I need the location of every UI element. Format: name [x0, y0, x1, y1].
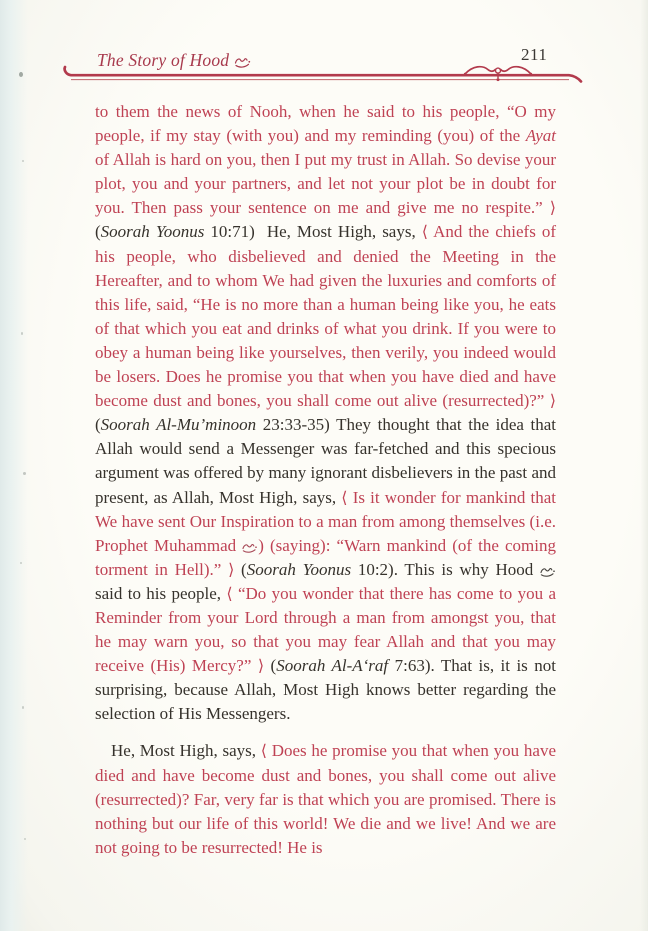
text-segment: “Do you wonder that there has come to you a Reminder from your Lord through a man from amongst you, that he may warn you, so that you may fear Allah and that you may receive (His) Mercy?”: [95, 583, 556, 676]
text-segment: Ayat: [525, 126, 556, 146]
salawat-mark-icon: [242, 541, 258, 553]
page-right-edge: [640, 0, 648, 931]
page-number: 211: [521, 45, 548, 64]
scan-speck: [19, 72, 23, 77]
quote-open-ornament-icon: ⟨: [226, 583, 233, 603]
scan-speck: [20, 562, 22, 564]
text-segment: 10:71) He, Most High, says,: [204, 222, 422, 242]
text-segment: (: [264, 656, 277, 676]
text-segment: of Allah is hard on you, then I put my trust in Allah. So devise your plot, you and your partners, and let not your plot be in doubt for you. Then pass your sentence on me and give me no respite.”: [95, 150, 556, 218]
body-paragraph: [95, 100, 556, 726]
text-segment: 7:63). That is, it is not surprising, because Allah, Most High knows better regarding the selection of His Messengers.: [95, 656, 556, 724]
quote-open-ornament-icon: ⟨: [260, 741, 267, 761]
text-segment: to them the news of Nooh, when he said to his people, “O my people, if my stay (with you) and my reminding (you) of the: [95, 102, 556, 146]
scan-speck: [22, 706, 24, 709]
text-segment: And the chiefs of his people, who disbelieved and denied the Meeting in the Hereafter, and to whom We had given the luxuries and comforts of this life, said, “He is no more than a human being like you, he eats of that which you eat and drinks of what you drink. If you were to obey a human being like yourselves, then verily, you indeed would be losers. Does he promise you that when you have died and have become dust and bones, you shall come out alive (resurrected)?”: [95, 222, 556, 411]
text-segment: 23:33-35) They thought that the idea that Allah would send a Messenger was far-fetched and this specious argument was offered by many ignorant disbelievers in the past and present, as Allah, Most High, says,: [95, 415, 556, 507]
text-segment: Is it wonder for mankind that We have sent Our Inspiration to a man from among themselves (i.e. Prophet Muhammad: [95, 487, 556, 555]
text-segment: Soorah Al-Mu’minoon: [100, 415, 257, 435]
text-segment: Does he promise you that when you have died and have become dust and bones, you shall come out alive (resurrected)? Far, very far is that which you are promised. There is nothing but our life of this world! We die and we live! And we are not going to be resurrected! He is: [95, 741, 556, 857]
page-left-edge: [0, 0, 28, 931]
scan-speck: [24, 838, 26, 840]
text-segment: (: [95, 415, 101, 435]
quote-close-ornament-icon: ⟩: [257, 656, 265, 676]
scan-speck: [21, 332, 23, 335]
quote-close-ornament-icon: ⟩: [549, 198, 556, 218]
quote-close-ornament-icon: ⟩: [228, 559, 235, 579]
text-segment: He, Most High, says,: [111, 741, 261, 761]
quote-open-ornament-icon: ⟨: [421, 222, 429, 242]
header-rule: [60, 60, 588, 95]
text-segment: Soorah Al-A‘raf: [276, 656, 389, 676]
text-segment: ) (saying): “Warn mankind (of the coming torment in Hell).”: [95, 535, 556, 579]
alayhis-salam-mark-icon: [540, 565, 556, 577]
text-segment: said to his people,: [95, 583, 227, 603]
scan-speck: [23, 472, 26, 475]
quote-close-ornament-icon: ⟩: [549, 391, 556, 411]
body-text: [95, 100, 556, 860]
text-segment: Soorah Yoonus: [100, 222, 205, 242]
quote-open-ornament-icon: ⟨: [341, 487, 348, 507]
body-paragraph: [95, 739, 556, 859]
scan-speck: [22, 160, 24, 162]
text-segment: (: [95, 222, 101, 242]
text-segment: 10:2). This is why Hood: [351, 559, 540, 579]
chapter-title: The Story of Hood: [97, 50, 230, 70]
text-segment: Soorah Yoonus: [246, 559, 352, 579]
text-segment: (: [234, 559, 247, 579]
